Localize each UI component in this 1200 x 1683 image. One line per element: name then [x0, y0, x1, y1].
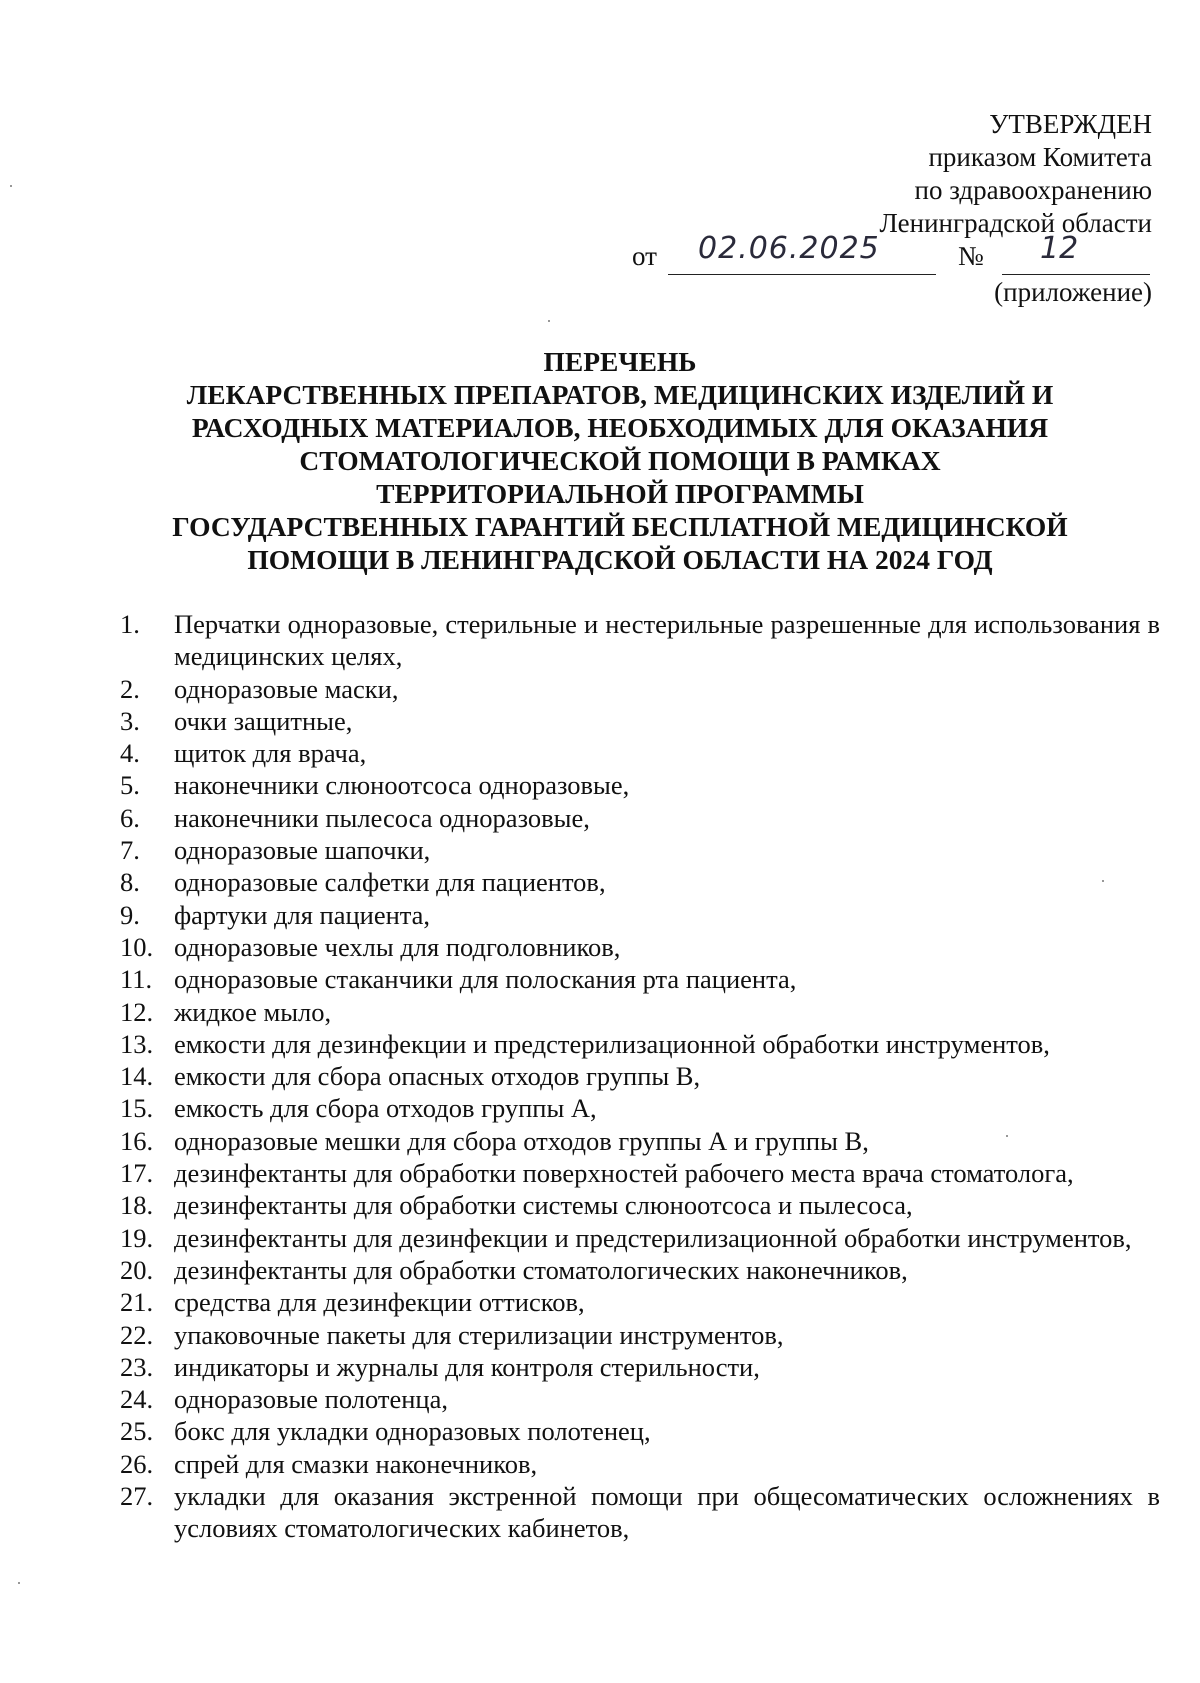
list-item-text: дезинфектанты для обработки поверхностей рабочего места врача стоматолога, [174, 1158, 1074, 1189]
list-item-text: наконечники слюноотсоса одноразовые, [174, 770, 630, 801]
title-line: ТЕРРИТОРИАЛЬНОЙ ПРОГРАММЫ [376, 478, 864, 509]
list-item-text: одноразовые маски, [174, 673, 399, 704]
number-sign: № [958, 241, 984, 271]
list-item-text: дезинфектанты для дезинфекции и предстерилизационной обработки инструментов, [174, 1222, 1132, 1253]
list-item [120, 673, 1160, 705]
list-item-text: фартуки для пациента, [174, 899, 431, 930]
list-item [120, 737, 1160, 769]
list-item-number: 14. [120, 1061, 154, 1092]
list-item [120, 1189, 1160, 1221]
scan-speck [1006, 1135, 1008, 1137]
list-item-text: емкость для сбора отходов группы А, [174, 1093, 597, 1124]
scan-speck [548, 320, 550, 322]
list-item-number: 6. [120, 802, 140, 833]
list-item-text: жидкое мыло, [174, 996, 332, 1027]
list-item-text: спрей для смазки наконечников, [174, 1448, 538, 1479]
list-item-number: 16. [120, 1125, 154, 1156]
list-item [120, 705, 1160, 737]
list-item [120, 1157, 1160, 1189]
list-item [120, 1415, 1160, 1447]
list-item-text: одноразовые полотенца, [174, 1384, 448, 1415]
list-item-text: средства для дезинфекции оттисков, [174, 1287, 585, 1318]
list-item-text: дезинфектанты для обработки стоматологических наконечников, [174, 1254, 908, 1285]
list-item-number: 13. [120, 1028, 154, 1059]
list-item-number: 7. [120, 835, 140, 866]
approval-region-line: Ленинградской области [879, 208, 1152, 238]
list-item-text: индикаторы и журналы для контроля стерильности, [174, 1351, 760, 1382]
handwritten-date: 02.06.2025 [698, 231, 880, 266]
title-line: РАСХОДНЫХ МАТЕРИАЛОВ, НЕОБХОДИМЫХ ДЛЯ ОКАЗАНИЯ [191, 412, 1049, 443]
list-item-text: упаковочные пакеты для стерилизации инструментов, [174, 1319, 784, 1350]
list-item-number: 2. [120, 673, 140, 704]
list-item [120, 769, 1160, 801]
document-title [130, 345, 1110, 576]
list-item-number: 1. [120, 609, 140, 639]
scan-speck [18, 1582, 20, 1584]
list-item [120, 802, 1160, 834]
list-item-number: 9. [120, 899, 140, 930]
list-item-number: 26. [120, 1448, 154, 1479]
list-item-number: 5. [120, 770, 140, 801]
list-item-number: 15. [120, 1093, 154, 1124]
list-item [120, 1092, 1160, 1124]
list-item [120, 1319, 1160, 1351]
list-item-text: Перчатки одноразовые, стерильные и нестерильные разрешенные для использования в медицинских целях, [174, 609, 1160, 672]
date-prefix: от [632, 241, 657, 271]
list-item-number: 10. [120, 931, 154, 962]
list-item-number: 17. [120, 1158, 154, 1189]
list-item [120, 834, 1160, 866]
list-item [120, 996, 1160, 1028]
list-item-number: 22. [120, 1319, 154, 1350]
list-item-text: очки защитные, [174, 705, 353, 736]
list-item [120, 1383, 1160, 1415]
list-item-number: 27. [120, 1481, 154, 1512]
list-item [120, 1480, 1160, 1545]
list-item-text: дезинфектанты для обработки системы слюноотсоса и пылесоса, [174, 1190, 913, 1221]
list-item-number: 8. [120, 867, 140, 898]
list-item [120, 1286, 1160, 1318]
list-item-number: 21. [120, 1287, 154, 1318]
approval-department-line: по здравоохранению [914, 175, 1152, 205]
scan-speck [1102, 880, 1104, 882]
list-item-text: одноразовые салфетки для пациентов, [174, 867, 606, 898]
list-item-number: 23. [120, 1351, 154, 1382]
handwritten-number: 12 [1040, 231, 1079, 266]
title-line: СТОМАТОЛОГИЧЕСКОЙ ПОМОЩИ В РАМКАХ [299, 445, 941, 476]
list-item-text: укладки для оказания экстренной помощи при общесоматических осложнениях в условиях стоматологических кабинетов, [174, 1481, 1160, 1544]
title-line: ПОМОЩИ В ЛЕНИНГРАДСКОЙ ОБЛАСТИ НА 2024 ГОД [247, 544, 993, 575]
supplies-list [120, 608, 1160, 1545]
list-item [120, 866, 1160, 898]
approval-heading: УТВЕРЖДЕН [989, 109, 1152, 139]
list-item [120, 899, 1160, 931]
list-item-text: емкости для дезинфекции и предстерилизационной обработки инструментов, [174, 1028, 1050, 1059]
list-item-number: 4. [120, 738, 140, 769]
list-item-number: 3. [120, 705, 140, 736]
list-item-text: емкости для сбора опасных отходов группы В, [174, 1061, 701, 1092]
list-item [120, 1351, 1160, 1383]
list-item-text: одноразовые шапочки, [174, 835, 431, 866]
list-item [120, 608, 1160, 673]
appendix-note: (приложение) [994, 277, 1152, 307]
approval-order-line: приказом Комитета [928, 142, 1152, 172]
list-item [120, 963, 1160, 995]
list-item [120, 1254, 1160, 1286]
list-item-number: 20. [120, 1254, 154, 1285]
list-item [120, 1125, 1160, 1157]
list-item-text: одноразовые стаканчики для полоскания рта пациента, [174, 964, 797, 995]
approval-block [632, 108, 1152, 240]
list-item-text: одноразовые чехлы для подголовников, [174, 931, 621, 962]
number-blank-line [1002, 231, 1150, 275]
list-item-text: наконечники пылесоса одноразовые, [174, 802, 590, 833]
list-item [120, 1222, 1160, 1254]
list-item-text: бокс для укладки одноразовых полотенец, [174, 1416, 651, 1447]
list-item-text: щиток для врача, [174, 738, 367, 769]
approval-date-number-row [632, 231, 1152, 276]
list-item-number: 12. [120, 996, 154, 1027]
list-item-number: 19. [120, 1222, 154, 1253]
list-item-number: 11. [120, 964, 153, 995]
list-item [120, 1060, 1160, 1092]
list-item-number: 25. [120, 1416, 154, 1447]
scan-speck [10, 185, 12, 187]
title-line: ГОСУДАРСТВЕННЫХ ГАРАНТИЙ БЕСПЛАТНОЙ МЕДИЦИНСКОЙ [172, 511, 1068, 542]
list-item-number: 18. [120, 1190, 154, 1221]
list-item-text: одноразовые мешки для сбора отходов группы А и группы В, [174, 1125, 869, 1156]
date-blank-line [668, 231, 936, 275]
list-item [120, 1448, 1160, 1480]
title-line: ПЕРЕЧЕНЬ [543, 346, 697, 377]
list-item [120, 931, 1160, 963]
list-item-number: 24. [120, 1384, 154, 1415]
title-line: ЛЕКАРСТВЕННЫХ ПРЕПАРАТОВ, МЕДИЦИНСКИХ ИЗДЕЛИЙ И [186, 379, 1054, 410]
list-item [120, 1028, 1160, 1060]
